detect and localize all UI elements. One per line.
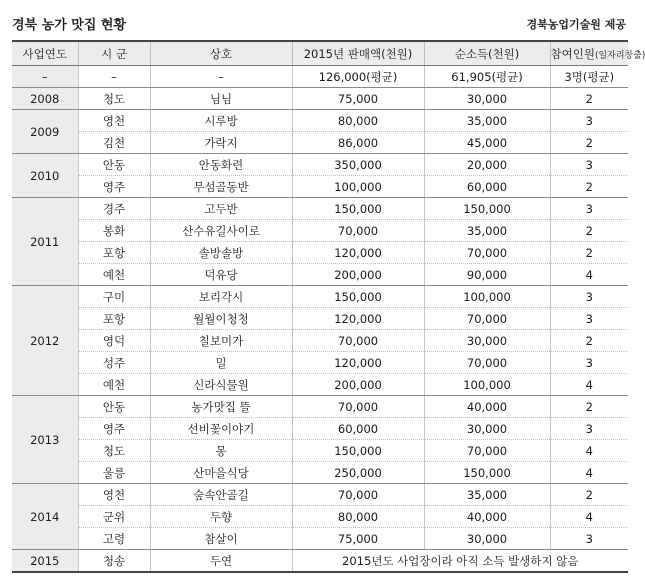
income-cell: 150,000 xyxy=(424,462,550,484)
city-cell: 포항 xyxy=(78,308,150,330)
city-cell: 봉화 xyxy=(78,220,150,242)
income-cell: 70,000 xyxy=(424,242,550,264)
sales-cell: 80,000 xyxy=(292,110,424,132)
name-cell: 칠보미가 xyxy=(150,330,292,352)
table-row xyxy=(12,242,628,264)
table-row xyxy=(12,330,628,352)
sales-cell: 70,000 xyxy=(292,330,424,352)
table-row xyxy=(12,220,628,242)
staff-cell: 4 xyxy=(550,506,628,528)
income-cell: 35,000 xyxy=(424,110,550,132)
name-cell: 보리각시 xyxy=(150,286,292,308)
name-cell: 두향 xyxy=(150,506,292,528)
table-row-final xyxy=(12,550,628,573)
sales-cell: 200,000 xyxy=(292,374,424,396)
table-row xyxy=(12,264,628,286)
name-cell: 님님 xyxy=(150,88,292,110)
staff-cell: 2 xyxy=(550,330,628,352)
year-cell: 2009 xyxy=(12,110,78,154)
city-cell: 김천 xyxy=(78,132,150,154)
city-cell: 영주 xyxy=(78,418,150,440)
city-cell: 청도 xyxy=(78,440,150,462)
name-cell: 신라식물원 xyxy=(150,374,292,396)
income-cell: 61,905(평균) xyxy=(424,66,550,88)
header-staff-main: 참여인원 xyxy=(550,46,595,61)
name-cell: 농가맛집 뜰 xyxy=(150,396,292,418)
staff-cell: 2 xyxy=(550,88,628,110)
city-cell: 안동 xyxy=(78,396,150,418)
staff-cell: 4 xyxy=(550,374,628,396)
sales-cell: 75,000 xyxy=(292,88,424,110)
year-cell: 2014 xyxy=(12,484,78,550)
name-cell: 월월이청청 xyxy=(150,308,292,330)
income-cell: 45,000 xyxy=(424,132,550,154)
city-cell: 울릉 xyxy=(78,462,150,484)
sales-cell: 86,000 xyxy=(292,132,424,154)
income-cell: 40,000 xyxy=(424,396,550,418)
table-row xyxy=(12,352,628,374)
staff-cell: 3 xyxy=(550,154,628,176)
table-row xyxy=(12,198,628,220)
average-row xyxy=(12,66,628,88)
name-cell: 안동화련 xyxy=(150,154,292,176)
staff-cell: 3 xyxy=(550,308,628,330)
name-cell: 무섬골동반 xyxy=(150,176,292,198)
table-row xyxy=(12,88,628,110)
income-cell: 90,000 xyxy=(424,264,550,286)
source-credit: 경북농업기술원 제공 xyxy=(526,18,626,31)
city-cell: 영주 xyxy=(78,176,150,198)
income-cell: 100,000 xyxy=(424,374,550,396)
income-cell: 70,000 xyxy=(424,308,550,330)
staff-cell: 2 xyxy=(550,242,628,264)
table-row xyxy=(12,110,628,132)
farm-restaurant-table xyxy=(12,40,645,573)
sales-cell: 70,000 xyxy=(292,396,424,418)
city-cell: 고령 xyxy=(78,528,150,550)
city-cell: 안동 xyxy=(78,154,150,176)
income-cell: 150,000 xyxy=(424,198,550,220)
income-cell: 60,000 xyxy=(424,176,550,198)
income-cell: 30,000 xyxy=(424,88,550,110)
income-cell: 30,000 xyxy=(424,330,550,352)
name-cell: 시루방 xyxy=(150,110,292,132)
city-cell: 영덕 xyxy=(78,330,150,352)
income-cell: 30,000 xyxy=(424,528,550,550)
income-cell: 20,000 xyxy=(424,154,550,176)
sales-cell: 120,000 xyxy=(292,242,424,264)
header-income: 순소득(천원) xyxy=(424,41,550,66)
city-cell: – xyxy=(78,66,150,88)
city-cell: 구미 xyxy=(78,286,150,308)
income-cell: 70,000 xyxy=(424,440,550,462)
table-row xyxy=(12,440,628,462)
table-row xyxy=(12,484,628,506)
income-cell: 40,000 xyxy=(424,506,550,528)
header-staff xyxy=(550,41,645,66)
year-cell: 2008 xyxy=(12,88,78,110)
header-name: 상호 xyxy=(150,41,292,66)
sales-cell: 150,000 xyxy=(292,286,424,308)
staff-cell: 4 xyxy=(550,462,628,484)
staff-cell: 2 xyxy=(550,484,628,506)
name-cell: 산수유길사이로 xyxy=(150,220,292,242)
table-row xyxy=(12,374,628,396)
city-cell: 청도 xyxy=(78,88,150,110)
city-cell: 경주 xyxy=(78,198,150,220)
year-cell: 2011 xyxy=(12,198,78,286)
name-cell: 산마을식당 xyxy=(150,462,292,484)
table-row xyxy=(12,176,628,198)
name-cell: 몽 xyxy=(150,440,292,462)
sales-cell: 120,000 xyxy=(292,352,424,374)
table-row xyxy=(12,462,628,484)
sales-cell: 150,000 xyxy=(292,198,424,220)
name-cell: 숲속안골길 xyxy=(150,484,292,506)
year-cell: 2015 xyxy=(12,550,78,573)
city-cell: 군위 xyxy=(78,506,150,528)
name-cell: 솔방솔방 xyxy=(150,242,292,264)
city-cell: 예천 xyxy=(78,374,150,396)
staff-cell: 3 xyxy=(550,286,628,308)
sales-cell: 200,000 xyxy=(292,264,424,286)
income-cell: 30,000 xyxy=(424,418,550,440)
staff-cell: 3명(평균) xyxy=(550,66,628,88)
staff-cell: 3 xyxy=(550,528,628,550)
staff-cell: 2 xyxy=(550,396,628,418)
name-cell: – xyxy=(150,66,292,88)
sales-cell: 350,000 xyxy=(292,154,424,176)
city-cell: 성주 xyxy=(78,352,150,374)
sales-cell: 126,000(평균) xyxy=(292,66,424,88)
sales-cell: 150,000 xyxy=(292,440,424,462)
table-row xyxy=(12,528,628,550)
table-row xyxy=(12,286,628,308)
sales-cell: 120,000 xyxy=(292,308,424,330)
name-cell: 선비꽃이야기 xyxy=(150,418,292,440)
table-row xyxy=(12,418,628,440)
income-cell: 35,000 xyxy=(424,484,550,506)
name-cell: 참살이 xyxy=(150,528,292,550)
staff-cell: 4 xyxy=(550,264,628,286)
header-staff-sub: (일자리창출) xyxy=(594,50,645,61)
city-cell: 영천 xyxy=(78,110,150,132)
name-cell: 덕유당 xyxy=(150,264,292,286)
sales-cell: 75,000 xyxy=(292,528,424,550)
name-cell: 고두반 xyxy=(150,198,292,220)
year-cell: 2012 xyxy=(12,286,78,396)
city-cell: 포항 xyxy=(78,242,150,264)
sales-cell: 250,000 xyxy=(292,462,424,484)
city-cell: 청송 xyxy=(78,550,150,573)
staff-cell: 4 xyxy=(550,440,628,462)
table-title: 경북 농가 맛집 현황 xyxy=(12,18,127,33)
income-cell: 100,000 xyxy=(424,286,550,308)
income-cell: 70,000 xyxy=(424,352,550,374)
header-year: 사업연도 xyxy=(12,41,78,66)
staff-cell: 3 xyxy=(550,110,628,132)
sales-cell: 100,000 xyxy=(292,176,424,198)
table-row xyxy=(12,506,628,528)
staff-cell: 2 xyxy=(550,220,628,242)
name-cell: 두연 xyxy=(150,550,292,573)
year-cell: 2013 xyxy=(12,396,78,484)
year-cell: – xyxy=(12,66,78,88)
year-cell: 2010 xyxy=(12,154,78,198)
table-row xyxy=(12,308,628,330)
staff-cell: 2 xyxy=(550,176,628,198)
income-cell: 35,000 xyxy=(424,220,550,242)
note-cell: 2015년도 사업장이라 아직 소득 발생하지 않음 xyxy=(292,550,628,573)
staff-cell: 2 xyxy=(550,132,628,154)
table-row xyxy=(12,154,628,176)
staff-cell: 3 xyxy=(550,418,628,440)
city-cell: 예천 xyxy=(78,264,150,286)
name-cell: 가락지 xyxy=(150,132,292,154)
table-row xyxy=(12,396,628,418)
sales-cell: 60,000 xyxy=(292,418,424,440)
staff-cell: 3 xyxy=(550,352,628,374)
table-row xyxy=(12,132,628,154)
name-cell: 밀 xyxy=(150,352,292,374)
header-city: 시 군 xyxy=(78,41,150,66)
sales-cell: 70,000 xyxy=(292,220,424,242)
sales-cell: 80,000 xyxy=(292,506,424,528)
staff-cell: 3 xyxy=(550,198,628,220)
header-sales: 2015년 판매액(천원) xyxy=(292,41,424,66)
city-cell: 영천 xyxy=(78,484,150,506)
sales-cell: 70,000 xyxy=(292,484,424,506)
